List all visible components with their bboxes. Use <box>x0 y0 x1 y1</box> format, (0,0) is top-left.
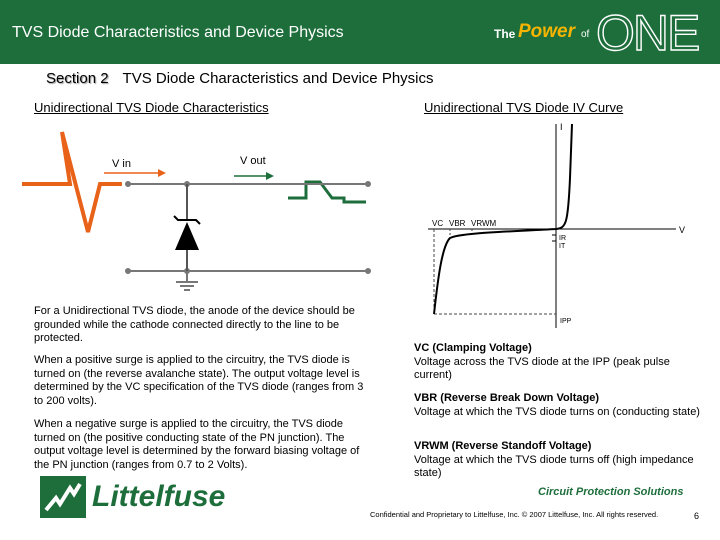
brand-name: Littelfuse <box>92 480 226 513</box>
paragraph-2: When a positive surge is applied to the circuitry, the TVS diode is turned on (the reverse avalanche state). The output voltage level is determined by the VC specification of the TVS diode (ranges from 3 to 200 volts). <box>34 354 364 407</box>
tagline: Circuit Protection Solutions <box>538 486 684 498</box>
logo-one: ONE <box>596 5 699 61</box>
iv-label-ipp: IPP <box>560 318 572 325</box>
power-of-one-logo <box>492 5 712 61</box>
node-in-top <box>125 181 131 187</box>
definition-vc <box>414 342 704 383</box>
logo-the: The <box>494 27 516 41</box>
paragraph-1: For a Unidirectional TVS diode, the anode of the device should be grounded while the cathode connected directly to the line to be protected. <box>34 305 355 344</box>
node-in-bottom <box>125 268 131 274</box>
circuit-diagram <box>0 120 380 300</box>
iv-label-vbr: VBR <box>449 219 466 228</box>
vin-arrowhead-icon <box>158 169 166 177</box>
iv-label-it: IT <box>559 243 566 250</box>
diode-triangle-icon <box>175 222 199 250</box>
section-number: Section 2 <box>46 70 109 87</box>
definition-vrwm <box>414 440 704 481</box>
definition-vrwm-desc: Voltage at which the TVS diode turns off (high impedance state) <box>414 453 694 479</box>
definition-vbr-desc: Voltage at which the TVS diode turns on (conducting state) <box>414 405 700 418</box>
definition-vc-term: VC (Clamping Voltage) <box>414 342 532 354</box>
definition-vbr <box>414 392 704 419</box>
paragraph-3: When a negative surge is applied to the circuitry, the TVS diode turned on (the positive conducting state of the PN junction). The output voltage level is determined by the forward biasing voltage of the PN junction (ranges from 0.7 to 2 Volts). <box>34 418 360 471</box>
definition-vrwm-term: VRWM (Reverse Standoff Voltage) <box>414 440 592 452</box>
definition-vbr-term: VBR (Reverse Break Down Voltage) <box>414 392 600 404</box>
definition-vc-desc: Voltage across the TVS diode at the IPP (peak pulse current) <box>414 355 670 381</box>
iv-label-i: I <box>560 122 563 132</box>
vin-label: V in <box>112 158 131 170</box>
iv-label-v: V <box>679 225 686 235</box>
left-heading: Unidirectional TVS Diode Characteristics <box>34 100 269 115</box>
section-title: TVS Diode Characteristics and Device Physics <box>122 70 434 87</box>
right-heading: Unidirectional TVS Diode IV Curve <box>424 100 624 115</box>
logo-of: of <box>581 29 590 40</box>
vout-arrowhead-icon <box>266 172 274 180</box>
iv-curve-chart <box>420 118 700 338</box>
node-out-top <box>365 181 371 187</box>
node-out-bottom <box>365 268 371 274</box>
vout-label: V out <box>240 155 266 167</box>
surge-waveform <box>22 132 122 232</box>
confidential-notice: Confidential and Proprietary to Littelfuse, Inc. © 2007 Littelfuse, Inc. All rights reserved. <box>370 510 659 519</box>
iv-label-vc: VC <box>432 219 444 228</box>
littelfuse-logo <box>40 474 270 522</box>
logo-power: Power <box>518 21 576 42</box>
littelfuse-emblem-icon <box>40 476 86 518</box>
iv-label-ir: IR <box>559 235 566 242</box>
iv-label-vrwm: VRWM <box>471 219 497 228</box>
header-title: TVS Diode Characteristics and Device Physics <box>12 24 344 41</box>
section-heading <box>46 70 434 87</box>
header-bar <box>0 0 720 64</box>
page-number: 6 <box>694 511 700 521</box>
